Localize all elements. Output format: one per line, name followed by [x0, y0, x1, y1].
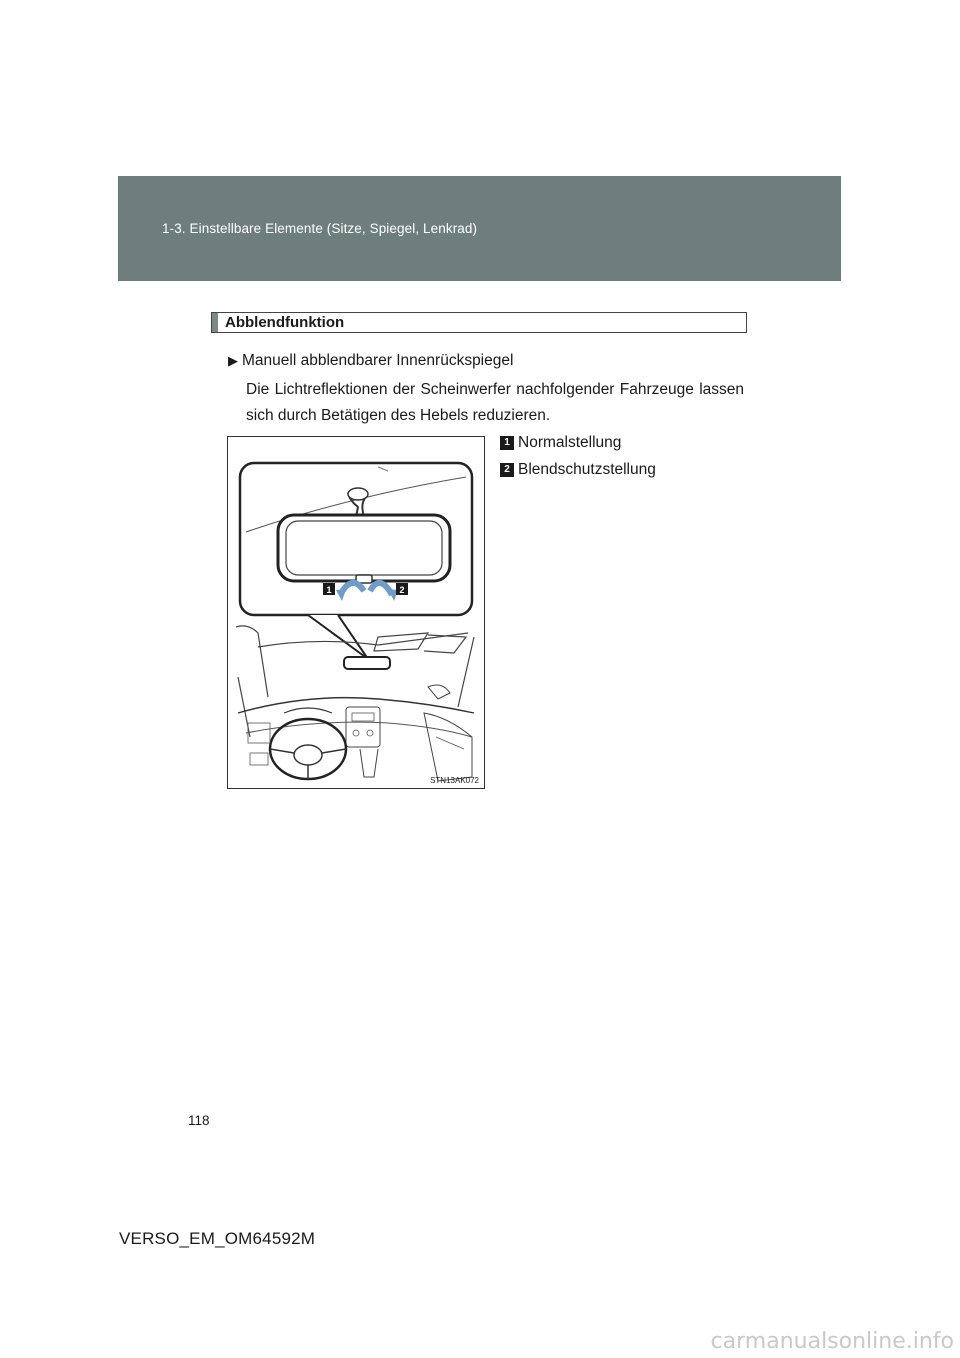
legend-item-1	[500, 434, 621, 452]
bullet-heading-text: Manuell abblendbarer Innenrückspiegel	[242, 352, 514, 369]
legend-item-2	[500, 461, 656, 479]
figure-code: STN13AK072	[430, 776, 479, 785]
section-heading-bar	[212, 313, 218, 332]
svg-text:2: 2	[399, 585, 405, 595]
number-badge-2: 2	[500, 463, 514, 477]
number-badge-1: 1	[500, 436, 514, 450]
document-code: VERSO_EM_OM64592M	[119, 1229, 316, 1248]
legend-label-1: Normalstellung	[518, 434, 622, 451]
triangle-bullet-icon: ▶	[228, 353, 238, 368]
body-paragraph: Die Lichtreflektionen der Scheinwerfer nachfolgender Fahrzeuge lassen sich durch Betätigen des Hebels reduzieren.	[246, 381, 744, 424]
section-heading-box	[211, 312, 747, 333]
chapter-header-band	[118, 176, 841, 281]
mirror-illustration	[227, 436, 485, 789]
page-number: 118	[188, 1113, 210, 1128]
svg-text:1: 1	[326, 585, 332, 595]
chapter-title: 1-3. Einstellbare Elemente (Sitze, Spiegel, Lenkrad)	[162, 221, 478, 236]
mirror-illustration-drawing	[228, 437, 484, 788]
section-heading: Abblendfunktion	[225, 314, 345, 331]
bullet-heading	[228, 352, 513, 370]
legend-label-2: Blendschutzstellung	[518, 461, 656, 478]
watermark: carmanualsonline.info	[710, 1329, 954, 1354]
